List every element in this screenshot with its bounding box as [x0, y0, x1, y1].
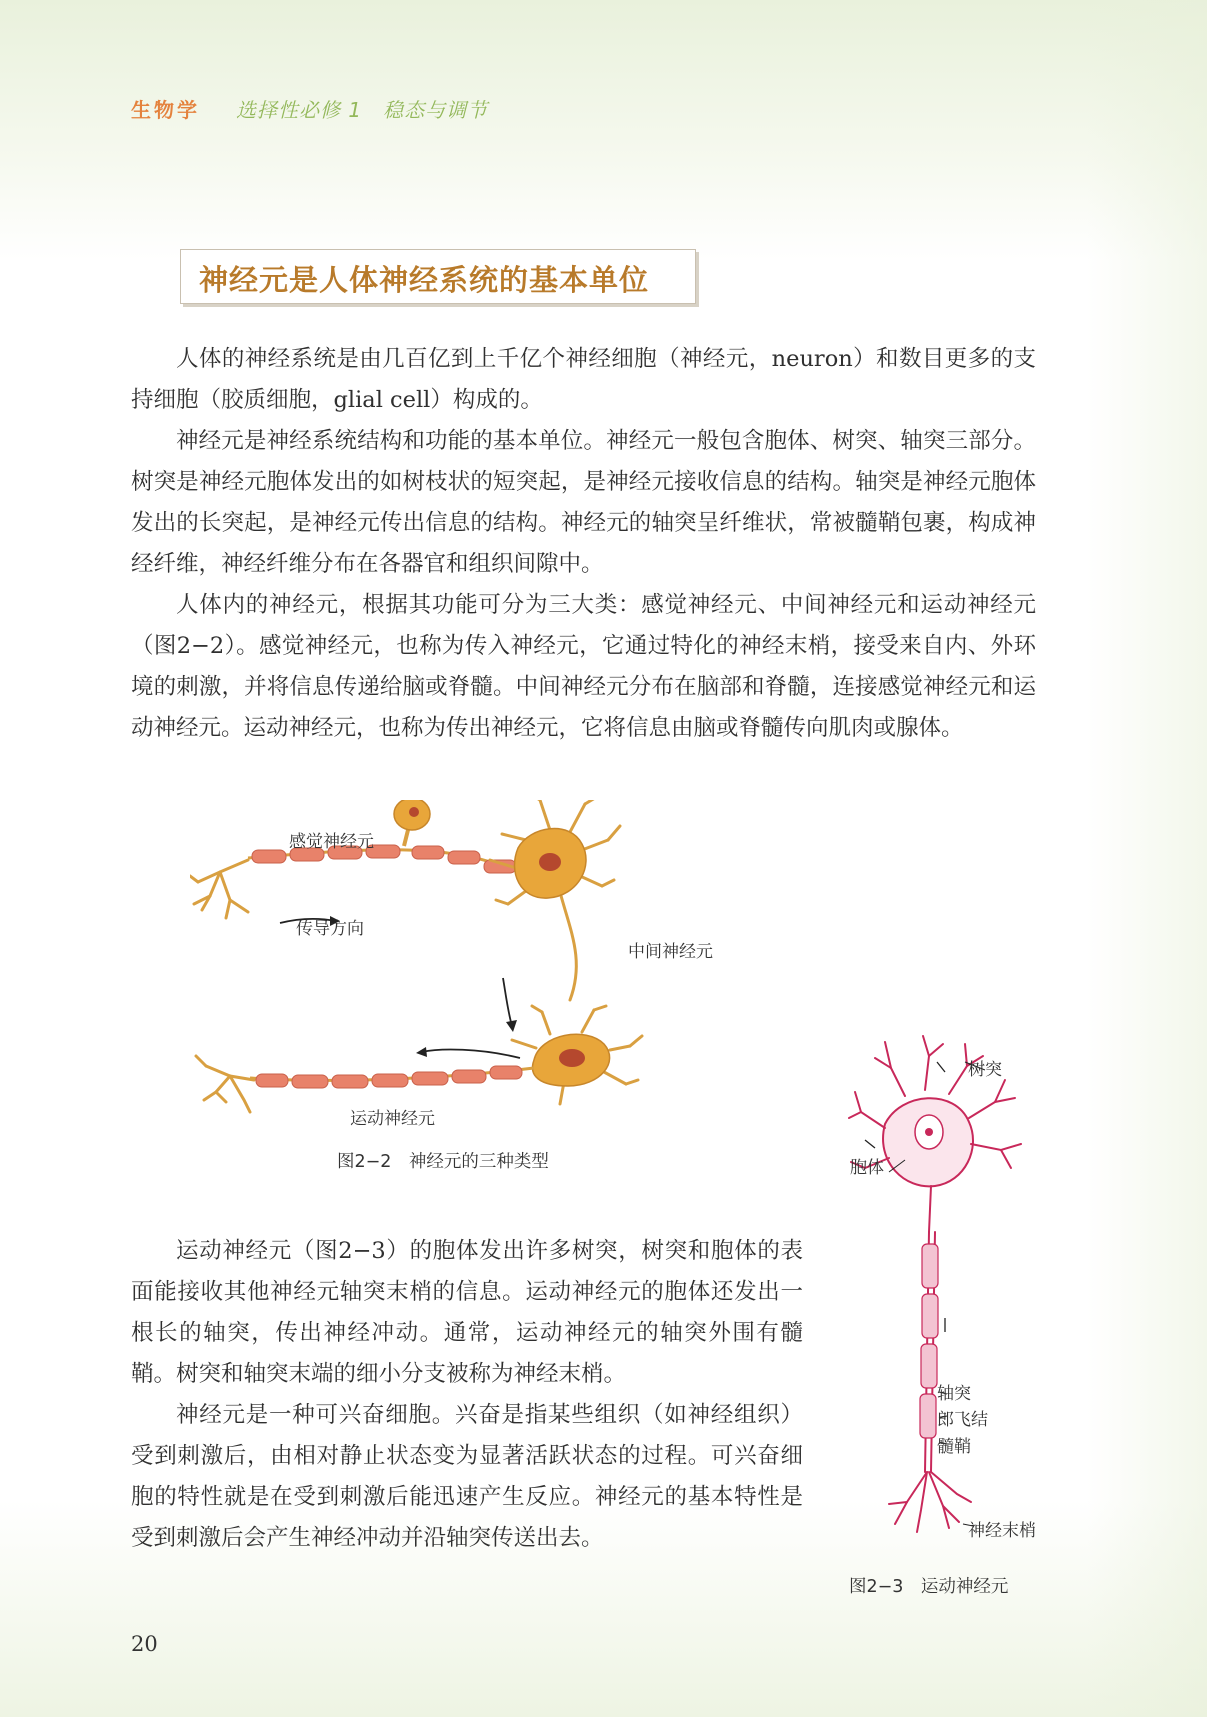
- figure-2-2-illustration: [190, 800, 710, 1130]
- paragraph-2: 神经元是神经系统结构和功能的基本单位。神经元一般包含胞体、树突、轴突三部分。树突是神经元胞体发出的如树枝状的短突起，是神经元接收信息的结构。轴突是神经元胞体发出的长突起，是神经元传出信息的结构。神经元的轴突呈纤维状，常被髓鞘包裹，构成神经纤维，神经纤维分布在各器官和组织间隙中。: [131, 428, 1036, 577]
- figure-2-2-caption: 图2−2 神经元的三种类型: [337, 1152, 549, 1172]
- running-header: [131, 94, 488, 123]
- label-axon: 轴突: [937, 1384, 971, 1404]
- label-sensory-neuron: 感觉神经元: [289, 832, 374, 852]
- section-title: 神经元是人体神经系统的基本单位: [199, 263, 650, 297]
- motor-myelin: [256, 1066, 522, 1088]
- label-dendrite: 树突: [968, 1060, 1002, 1080]
- section-title-box: [180, 249, 696, 304]
- header-subject: 生物学: [131, 98, 200, 122]
- label-motor-neuron: 运动神经元: [350, 1109, 435, 1129]
- paragraph-1: 人体的神经系统是由几百亿到上千亿个神经细胞（神经元，neuron）和数目更多的支持细胞（胶质细胞，glial cell）构成的。: [131, 346, 1036, 413]
- figure-2-3-illustration: [845, 1032, 1035, 1552]
- paragraph-4: 运动神经元（图2−3）的胞体发出许多树突，树突和胞体的表面能接收其他神经元轴突末梢的信息。运动神经元的胞体还发出一根长的轴突，传出神经冲动。通常，运动神经元的轴突外围有髓鞘。树突和轴突末端的细小分支被称为神经末梢。: [131, 1238, 803, 1387]
- header-book-title: 选择性必修 1 稳态与调节: [236, 98, 489, 122]
- motor-terminals: [196, 1056, 254, 1112]
- label-node-of-ranvier: 郎飞结: [937, 1410, 988, 1430]
- label-conduction-direction: 传导方向: [296, 919, 364, 939]
- label-interneuron: 中间神经元: [628, 942, 713, 962]
- sensory-dendrites: [190, 860, 248, 918]
- paragraph-5: 神经元是一种可兴奋细胞。兴奋是指某些组织（如神经组织）受到刺激后，由相对静止状态变为显著活跃状态的过程。可兴奋细胞的特性就是在受到刺激后能迅速产生反应。神经元的基本特性是受到刺激后会产生神经冲动并沿轴突传送出去。: [131, 1402, 803, 1551]
- figure-2-3-caption: 图2−3 运动神经元: [849, 1577, 1009, 1597]
- label-myelin-sheath: 髓鞘: [937, 1437, 971, 1457]
- label-nerve-terminal: 神经末梢: [968, 1521, 1036, 1541]
- paragraph-3: 人体内的神经元，根据其功能可分为三大类：感觉神经元、中间神经元和运动神经元（图2−2）。感觉神经元，也称为传入神经元，它通过特化的神经末梢，接受来自内、外环境的刺激，并将信息传递给脑或脊髓。中间神经元分布在脑部和脊髓，连接感觉神经元和运动神经元。运动神经元，也称为传出神经元，它将信息由脑或脊髓传向肌肉或腺体。: [131, 592, 1036, 741]
- page-side-tint: [1087, 0, 1207, 1717]
- label-soma: 胞体: [850, 1158, 884, 1178]
- page-number: 20: [131, 1632, 158, 1656]
